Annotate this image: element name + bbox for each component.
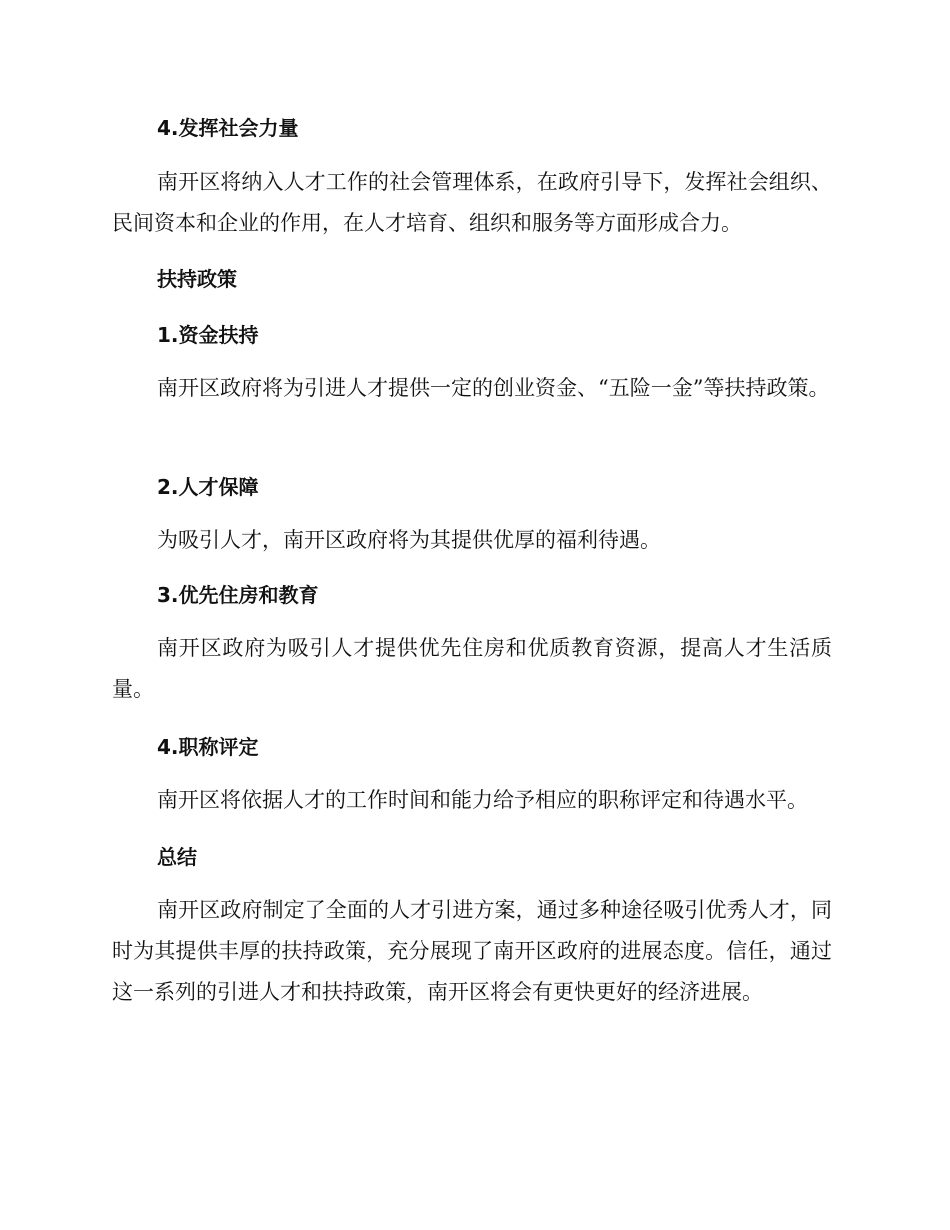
section-heading-summary: 总结 bbox=[157, 845, 197, 869]
section-heading-funding: 1.资金扶持 bbox=[157, 323, 259, 347]
section-heading-social-forces: 4.发挥社会力量 bbox=[157, 116, 299, 140]
section-heading-title-evaluation: 4.职称评定 bbox=[157, 735, 259, 759]
paragraph-summary: 南开区政府制定了全面的人才引进方案，通过多种途径吸引优秀人才，同时为其提供丰厚的扶持政策，充分展现了南开区政府的进展态度。信任，通过这一系列的引进人才和扶持政策，南开区将会有更快更好的经济进展。 bbox=[112, 898, 832, 1004]
paragraph-title-evaluation: 南开区将依据人才的工作时间和能力给予相应的职称评定和待遇水平。 bbox=[157, 788, 808, 812]
section-heading-support-policy: 扶持政策 bbox=[157, 267, 237, 291]
paragraph-talent-guarantee: 为吸引人才，南开区政府将为其提供优厚的福利待遇。 bbox=[157, 528, 661, 552]
paragraph-housing-education: 南开区政府为吸引人才提供优先住房和优质教育资源，提高人才生活质量。 bbox=[112, 636, 832, 701]
section-heading-housing-education: 3.优先住房和教育 bbox=[157, 583, 319, 607]
paragraph-funding: 南开区政府将为引进人才提供一定的创业资金、“五险一金”等扶持政策。 bbox=[157, 376, 830, 400]
paragraph-social-forces: 南开区将纳入人才工作的社会管理体系，在政府引导下，发挥社会组织、民间资本和企业的作用，在人才培育、组织和服务等方面形成合力。 bbox=[112, 170, 832, 235]
section-heading-talent-guarantee: 2.人才保障 bbox=[157, 475, 259, 499]
